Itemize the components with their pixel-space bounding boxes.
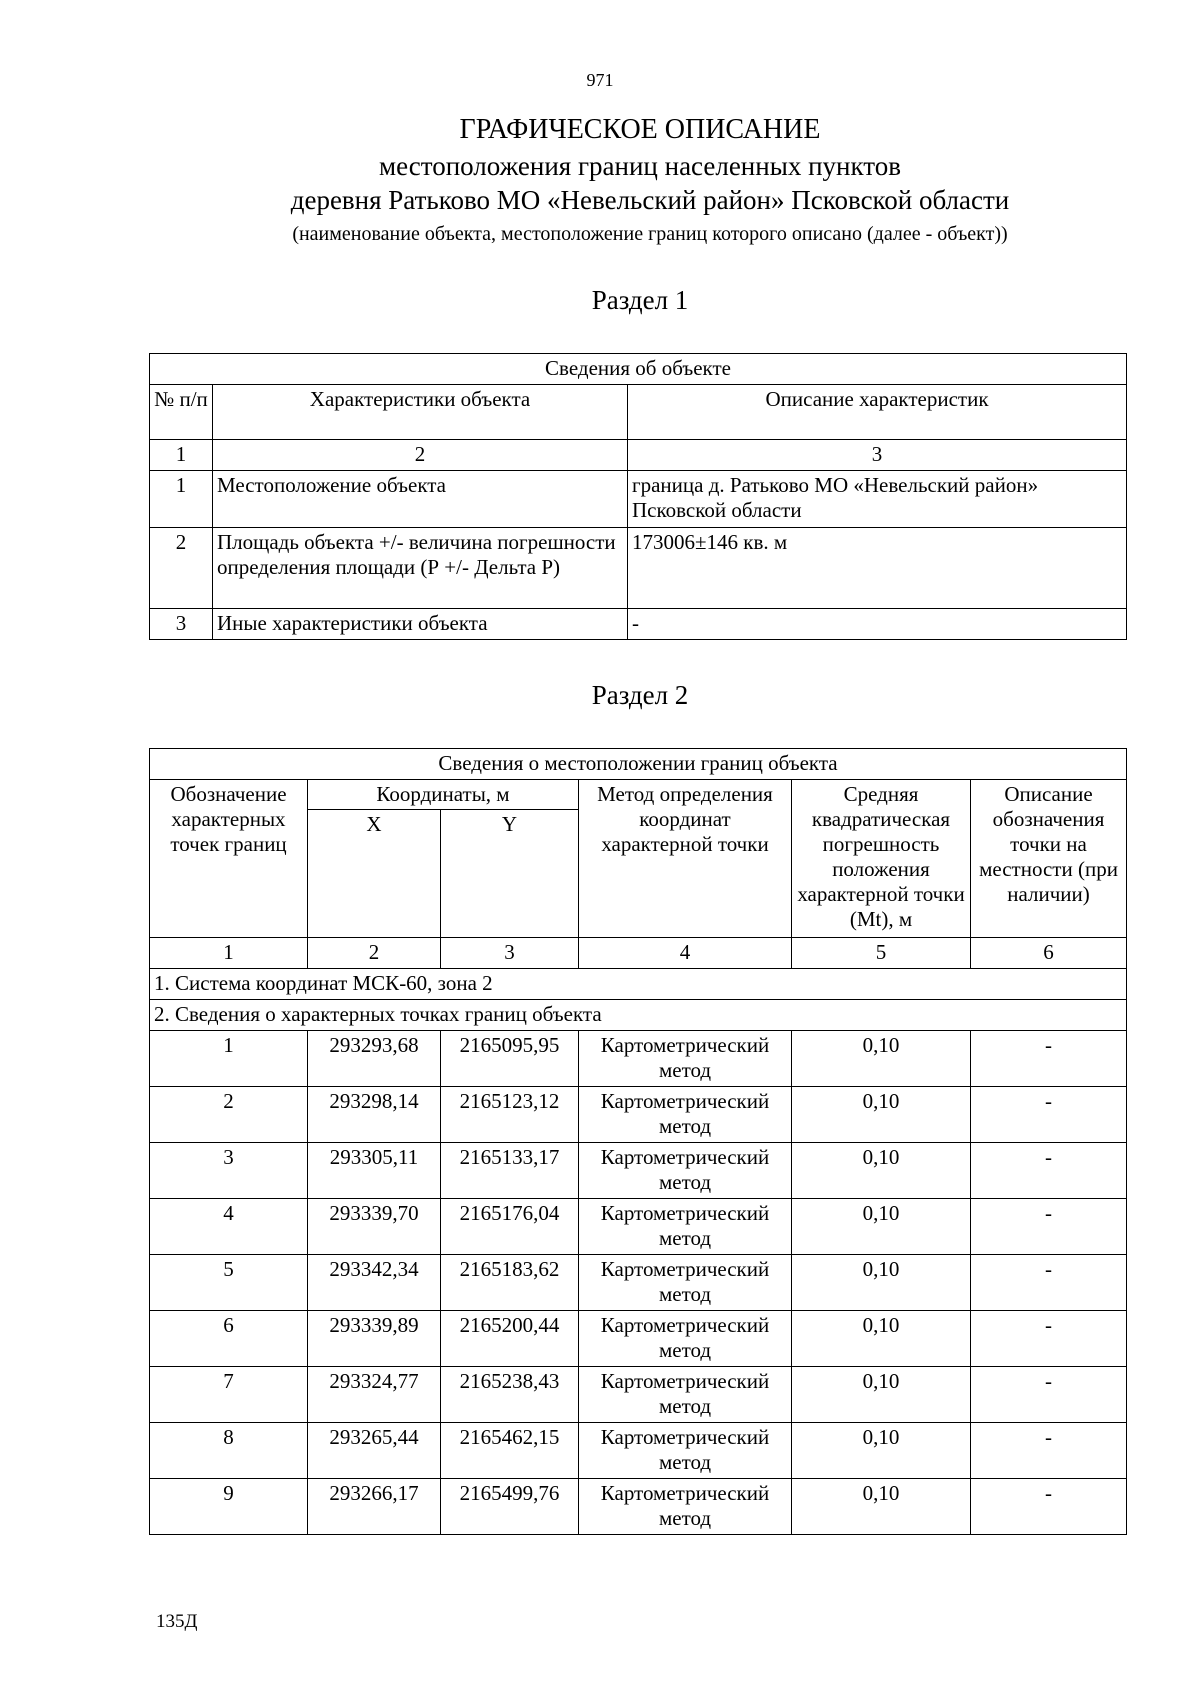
header-characteristics: Характеристики объекта — [213, 385, 628, 440]
header-point-description: Описание обозначения точки на местности (при наличии) — [971, 780, 1127, 938]
mt-error: 0,10 — [792, 1479, 971, 1535]
index-cell: 2 — [308, 938, 441, 969]
row-num: 1 — [150, 471, 213, 528]
object-info-table — [149, 353, 1127, 640]
point-number: 7 — [150, 1367, 308, 1423]
section2-title: Раздел 2 — [591, 680, 689, 710]
point-number: 1 — [150, 1031, 308, 1087]
coord-y: 2165238,43 — [441, 1367, 579, 1423]
point-number: 5 — [150, 1255, 308, 1311]
document-subtitle-note: (наименование объекта, местоположение границ которого описано (далее - объект)) — [292, 223, 1008, 245]
table-row — [150, 471, 1127, 528]
index-cell: 4 — [579, 938, 792, 969]
table-row — [150, 609, 1127, 640]
mt-error: 0,10 — [792, 1143, 971, 1199]
method: Картометрический метод — [579, 1423, 792, 1479]
coord-x: 293298,14 — [308, 1087, 441, 1143]
point-description: - — [971, 1423, 1127, 1479]
coord-x: 293339,70 — [308, 1199, 441, 1255]
row-characteristic: Площадь объекта +/- величина погрешности определения площади (Р +/- Дельта Р) — [213, 528, 628, 609]
point-number: 8 — [150, 1423, 308, 1479]
coord-y: 2165499,76 — [441, 1479, 579, 1535]
row-num: 3 — [150, 609, 213, 640]
row-characteristic: Местоположение объекта — [213, 471, 628, 528]
coord-x: 293266,17 — [308, 1479, 441, 1535]
point-description: - — [971, 1143, 1127, 1199]
index-cell: 2 — [213, 440, 628, 471]
header-error: Средняя квадратическая погрешность положения характерной точки (Mt), м — [792, 780, 971, 938]
table-row — [150, 1255, 1127, 1311]
point-description: - — [971, 1311, 1127, 1367]
table-row — [150, 1143, 1127, 1199]
table-row — [150, 1087, 1127, 1143]
method: Картометрический метод — [579, 1311, 792, 1367]
table-row — [150, 1031, 1127, 1087]
index-cell: 6 — [971, 938, 1127, 969]
method: Картометрический метод — [579, 1479, 792, 1535]
table-title: Сведения о местоположении границ объекта — [150, 749, 1127, 780]
header-points: Обозначение характерных точек границ — [150, 780, 308, 938]
point-description: - — [971, 1367, 1127, 1423]
method: Картометрический метод — [579, 1199, 792, 1255]
index-cell: 3 — [628, 440, 1127, 471]
row-description: граница д. Ратьково МО «Невельский район» Псковской области — [628, 471, 1127, 528]
coord-y: 2165200,44 — [441, 1311, 579, 1367]
method: Картометрический метод — [579, 1367, 792, 1423]
point-number: 4 — [150, 1199, 308, 1255]
point-description: - — [971, 1031, 1127, 1087]
index-cell: 3 — [441, 938, 579, 969]
mt-error: 0,10 — [792, 1199, 971, 1255]
coord-x: 293293,68 — [308, 1031, 441, 1087]
table-row — [150, 1479, 1127, 1535]
mt-error: 0,10 — [792, 1087, 971, 1143]
coordinate-system-row: 1. Система координат МСК-60, зона 2 — [150, 969, 1127, 1000]
coord-x: 293324,77 — [308, 1367, 441, 1423]
row-num: 2 — [150, 528, 213, 609]
header-num: № п/п — [150, 385, 213, 440]
table-row — [150, 1199, 1127, 1255]
page-number: 971 — [586, 70, 614, 90]
row-description: 173006±146 кв. м — [628, 528, 1127, 609]
table-row — [150, 528, 1127, 609]
table-row — [150, 1367, 1127, 1423]
document-title: ГРАФИЧЕСКОЕ ОПИСАНИЕ — [459, 114, 821, 145]
coord-y: 2165176,04 — [441, 1199, 579, 1255]
method: Картометрический метод — [579, 1255, 792, 1311]
header-coordinates: Координаты, м — [308, 780, 579, 810]
mt-error: 0,10 — [792, 1423, 971, 1479]
point-number: 6 — [150, 1311, 308, 1367]
header-description: Описание характеристик — [628, 385, 1127, 440]
mt-error: 0,10 — [792, 1255, 971, 1311]
table-row — [150, 1311, 1127, 1367]
coord-x: 293305,11 — [308, 1143, 441, 1199]
mt-error: 0,10 — [792, 1367, 971, 1423]
coord-y: 2165133,17 — [441, 1143, 579, 1199]
point-description: - — [971, 1479, 1127, 1535]
method: Картометрический метод — [579, 1087, 792, 1143]
method: Картометрический метод — [579, 1143, 792, 1199]
coord-y: 2165123,12 — [441, 1087, 579, 1143]
point-number: 2 — [150, 1087, 308, 1143]
point-description: - — [971, 1199, 1127, 1255]
document-subtitle-line1: местоположения границ населенных пунктов — [379, 151, 901, 181]
points-info-row: 2. Сведения о характерных точках границ объекта — [150, 1000, 1127, 1031]
index-cell: 5 — [792, 938, 971, 969]
point-description: - — [971, 1087, 1127, 1143]
coord-y: 2165462,15 — [441, 1423, 579, 1479]
coord-y: 2165095,95 — [441, 1031, 579, 1087]
coord-y: 2165183,62 — [441, 1255, 579, 1311]
coord-x: 293339,89 — [308, 1311, 441, 1367]
coord-x: 293265,44 — [308, 1423, 441, 1479]
index-cell: 1 — [150, 440, 213, 471]
document-subtitle-line2: деревня Ратьково МО «Невельский район» Псковской области — [290, 185, 1010, 215]
table-title: Сведения об объекте — [150, 354, 1127, 385]
mt-error: 0,10 — [792, 1311, 971, 1367]
header-y: Y — [441, 810, 579, 938]
method: Картометрический метод — [579, 1031, 792, 1087]
header-x: X — [308, 810, 441, 938]
row-description: - — [628, 609, 1127, 640]
header-method: Метод определения координат характерной точки — [579, 780, 792, 938]
point-description: - — [971, 1255, 1127, 1311]
footer-code: 135Д — [156, 1611, 198, 1632]
boundary-points-table — [149, 748, 1127, 1535]
coord-x: 293342,34 — [308, 1255, 441, 1311]
row-characteristic: Иные характеристики объекта — [213, 609, 628, 640]
index-cell: 1 — [150, 938, 308, 969]
point-number: 9 — [150, 1479, 308, 1535]
table-row — [150, 1423, 1127, 1479]
mt-error: 0,10 — [792, 1031, 971, 1087]
point-number: 3 — [150, 1143, 308, 1199]
section1-title: Раздел 1 — [591, 285, 689, 315]
